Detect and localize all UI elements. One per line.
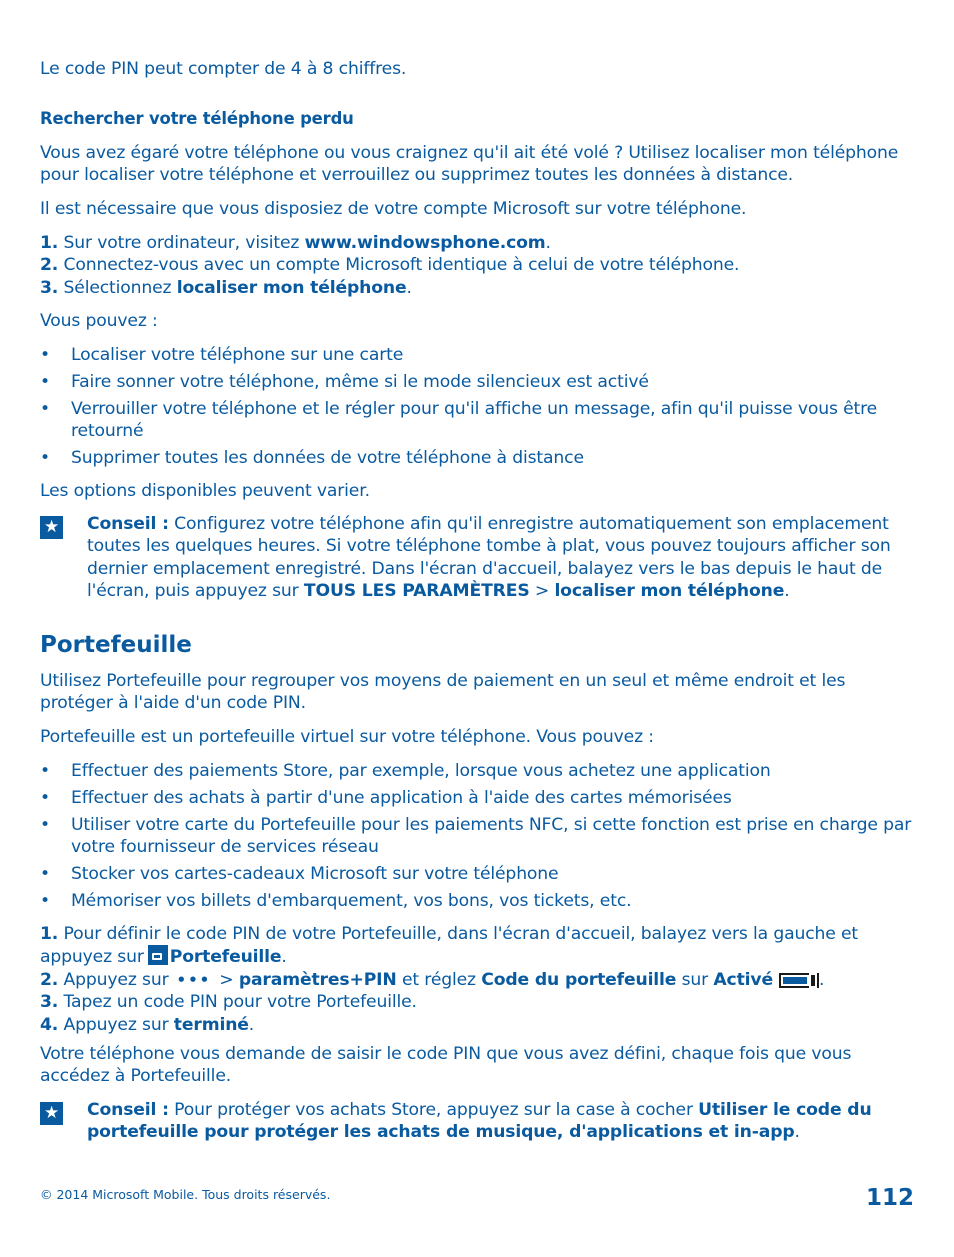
list-item: • Supprimer toutes les données de votre téléphone à distance (40, 447, 920, 469)
step-item: 1. Pour définir le code PIN de votre Portefeuille, dans l'écran d'accueil, balayez vers la gauche et appuyez sur Portefeuille. (40, 924, 858, 968)
find-phone-para1: Vous avez égaré votre téléphone ou vous craignez qu'il ait été volé ? Utilisez localiser mon téléphone pour localiser votre téléphone et verrouillez ou supprimez toutes les données à distance. (40, 143, 899, 186)
page-number: 112 (865, 1185, 914, 1211)
footer-copyright: © 2014 Microsoft Mobile. Tous droits réservés. (40, 1187, 331, 1202)
wallet-heading: Portefeuille (40, 632, 192, 658)
find-phone-heading: Rechercher votre téléphone perdu (40, 109, 354, 128)
intro-text: Le code PIN peut compter de 4 à 8 chiffres. (40, 59, 407, 79)
find-phone-bullets (40, 344, 920, 474)
wallet-steps (40, 923, 920, 1036)
list-item: • Effectuer des achats à partir d'une application à l'aide des cartes mémorisées (40, 787, 920, 809)
step-item: 1. Sur votre ordinateur, visitez www.windowsphone.com. (40, 233, 551, 253)
tip-box-wallet (40, 1099, 920, 1144)
list-item: • Stocker vos cartes-cadeaux Microsoft sur votre téléphone (40, 863, 920, 885)
toggle-on-icon (779, 973, 819, 988)
step-item: 2. Appuyez sur ••• > paramètres+PIN et réglez Code du portefeuille sur Activé . (40, 969, 825, 990)
wallet-para2: Portefeuille est un portefeuille virtuel sur votre téléphone. Vous pouvez : (40, 727, 654, 747)
step-item: 4. Appuyez sur terminé. (40, 1014, 255, 1035)
step-item: 2. Connectez-vous avec un compte Microsoft identique à celui de votre téléphone. (40, 255, 740, 276)
list-item: • Utiliser votre carte du Portefeuille pour les paiements NFC, si cette fonction est prise en charge par votre fournisseur de services réseau (40, 814, 920, 859)
tip-box-location (40, 513, 920, 603)
find-phone-para2: Il est nécessaire que vous disposiez de votre compte Microsoft sur votre téléphone. (40, 199, 747, 219)
wallet-icon (148, 945, 168, 965)
list-item: • Verrouiller votre téléphone et le régler pour qu'il affiche un message, afin qu'il puisse vous être retourné (40, 398, 920, 443)
list-item: • Mémoriser vos billets d'embarquement, vos bons, vos tickets, etc. (40, 890, 920, 912)
windowsphone-link[interactable]: www.windowsphone.com (304, 233, 546, 253)
star-icon: ★ (40, 1102, 63, 1125)
tip-text: Conseil : Configurez votre téléphone afin qu'il enregistre automatiquement son emplacement toutes les quelques heures. Si votre téléphone tombe à plat, vous pouvez toujours afficher son dernier emplacement enregistré. Dans l'écran d'accueil, balayez vers le bas depuis le haut de l'écran, puis appuyez sur TOUS LES PARAMÈTRES > localiser mon téléphone. (87, 514, 891, 602)
tip-text: Conseil : Pour protéger vos achats Store, appuyez sur la case à cocher Utiliser le code du portefeuille pour protéger les achats de musique, d'applications et in-app. (87, 1100, 872, 1143)
wallet-bullets (40, 760, 920, 917)
you-can-text: Vous pouvez : (40, 311, 158, 331)
list-item: • Localiser votre téléphone sur une carte (40, 344, 920, 366)
wallet-para3: Votre téléphone vous demande de saisir le code PIN que vous avez défini, chaque fois que vous accédez à Portefeuille. (40, 1044, 852, 1087)
step-item: 3. Tapez un code PIN pour votre Portefeuille. (40, 992, 417, 1013)
step-item: 3. Sélectionnez localiser mon téléphone. (40, 277, 412, 298)
list-item: • Faire sonner votre téléphone, même si le mode silencieux est activé (40, 371, 920, 393)
options-note: Les options disponibles peuvent varier. (40, 481, 370, 501)
find-phone-steps (40, 232, 920, 299)
list-item: • Effectuer des paiements Store, par exemple, lorsque vous achetez une application (40, 760, 920, 782)
wallet-para1: Utilisez Portefeuille pour regrouper vos moyens de paiement en un seul et même endroit et les protéger à l'aide d'un code PIN. (40, 671, 846, 714)
star-icon: ★ (40, 516, 63, 539)
more-dots-icon: ••• (176, 970, 212, 989)
